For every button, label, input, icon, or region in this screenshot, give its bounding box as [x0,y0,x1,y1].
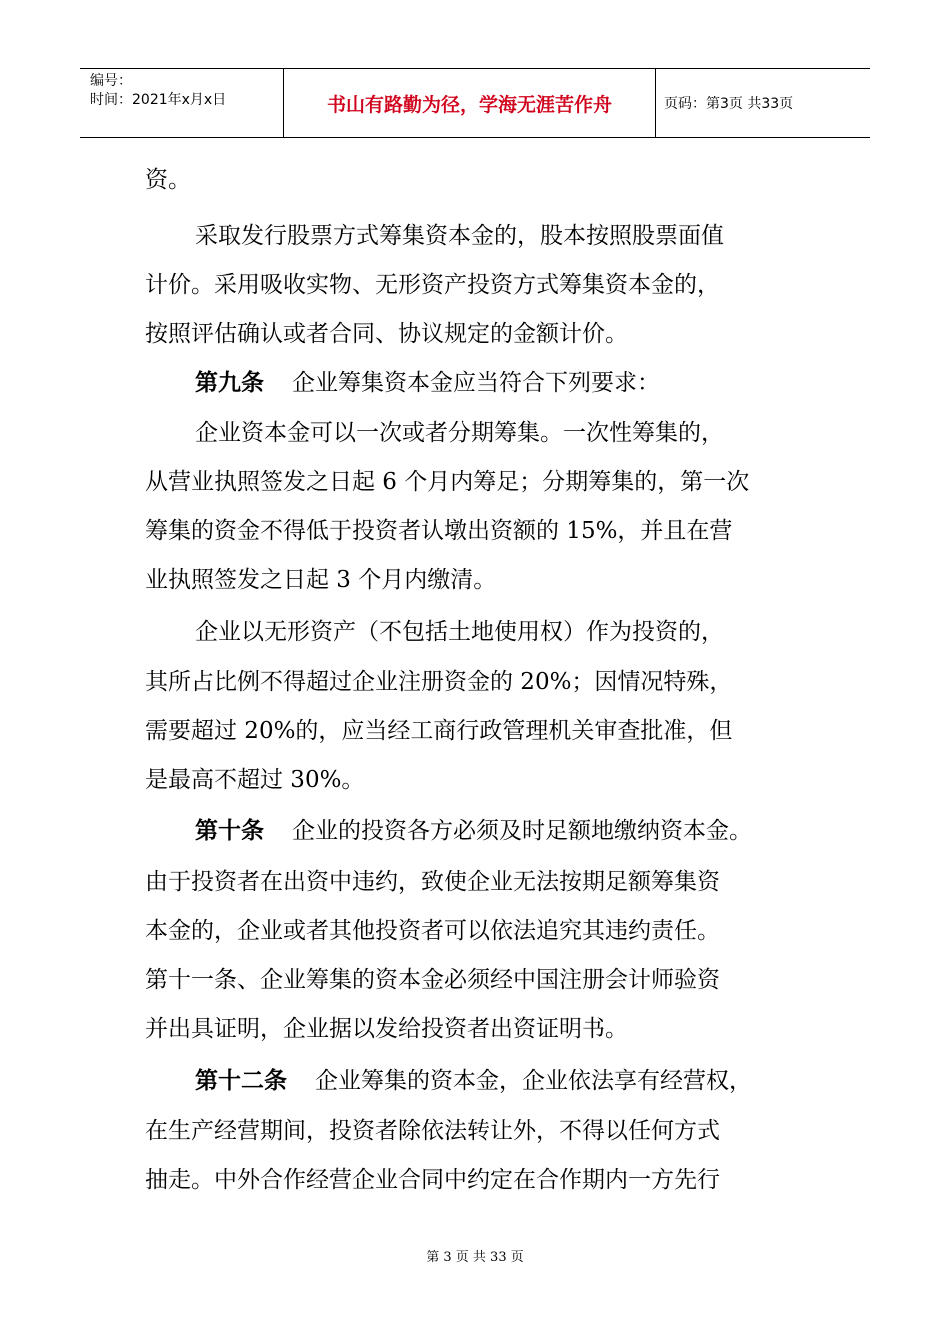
body-line: 企业资本金可以一次或者分期筹集。一次性筹集的， [195,420,724,446]
motto-text: 书山有路勤为径，学海无涯苦作舟 [326,93,612,116]
body-line: 抽走。中外合作经营企业合同中约定在合作期内一方先行 [145,1167,720,1193]
body-line: 从营业执照签发之日起 6 个月内筹足；分期筹集的，第一次 [145,469,750,495]
article-9-text: 企业筹集资本金应当符合下列要求： [292,370,660,396]
article-12-text: 企业筹集的资本金，企业依法享有经营权， [315,1068,752,1094]
page-info: 页码：第3页 共33页 [664,96,794,112]
body-line: 采取发行股票方式筹集资本金的，股本按照股票面值 [195,223,724,249]
body-line: 是最高不超过 30%。 [145,767,365,793]
body-line: 第十一条、企业筹集的资本金必须经中国注册会计师验资 [145,967,720,993]
article-10-title: 第十条 [195,818,264,844]
body-line: 按照评估确认或者合同、协议规定的金额计价。 [145,321,628,347]
page-header [80,68,870,138]
body-line: 企业以无形资产（不包括土地使用权）作为投资的， [195,619,724,645]
article-12 [195,1061,752,1101]
body-line: 需要超过 20%的，应当经工商行政管理机关审查批准，但 [145,718,733,744]
header-meta [80,69,284,137]
body-line: 业执照签发之日起 3 个月内缴清。 [145,567,497,593]
date-label: 时间：2021年x月x日 [90,92,227,108]
article-9 [195,363,660,403]
body-line: 其所占比例不得超过企业注册资金的 20%；因情况特殊， [145,669,733,695]
body-line: 由于投资者在出资中违约，致使企业无法按期足额筹集资 [145,869,720,895]
page-footer: 第 3 页 共 33 页 [426,1250,524,1265]
article-10-text: 企业的投资各方必须及时足额地缴纳资本金。 [292,818,752,844]
body-line: 本金的，企业或者其他投资者可以依法追究其违约责任。 [145,918,720,944]
body-line: 筹集的资金不得低于投资者认墩出资额的 15%，并且在营 [145,518,733,544]
article-12-title: 第十二条 [195,1068,287,1094]
body-line: 在生产经营期间，投资者除依法转让外，不得以任何方式 [145,1118,720,1144]
header-motto-cell [284,69,656,137]
body-line: 资。 [145,167,191,193]
article-9-title: 第九条 [195,370,264,396]
article-10 [195,811,752,851]
body-line: 并出具证明，企业据以发给投资者出资证明书。 [145,1016,628,1042]
body-line: 计价。采用吸收实物、无形资产投资方式筹集资本金的， [145,272,720,298]
header-page-cell [656,69,870,137]
doc-number-label: 编号： [90,73,132,89]
